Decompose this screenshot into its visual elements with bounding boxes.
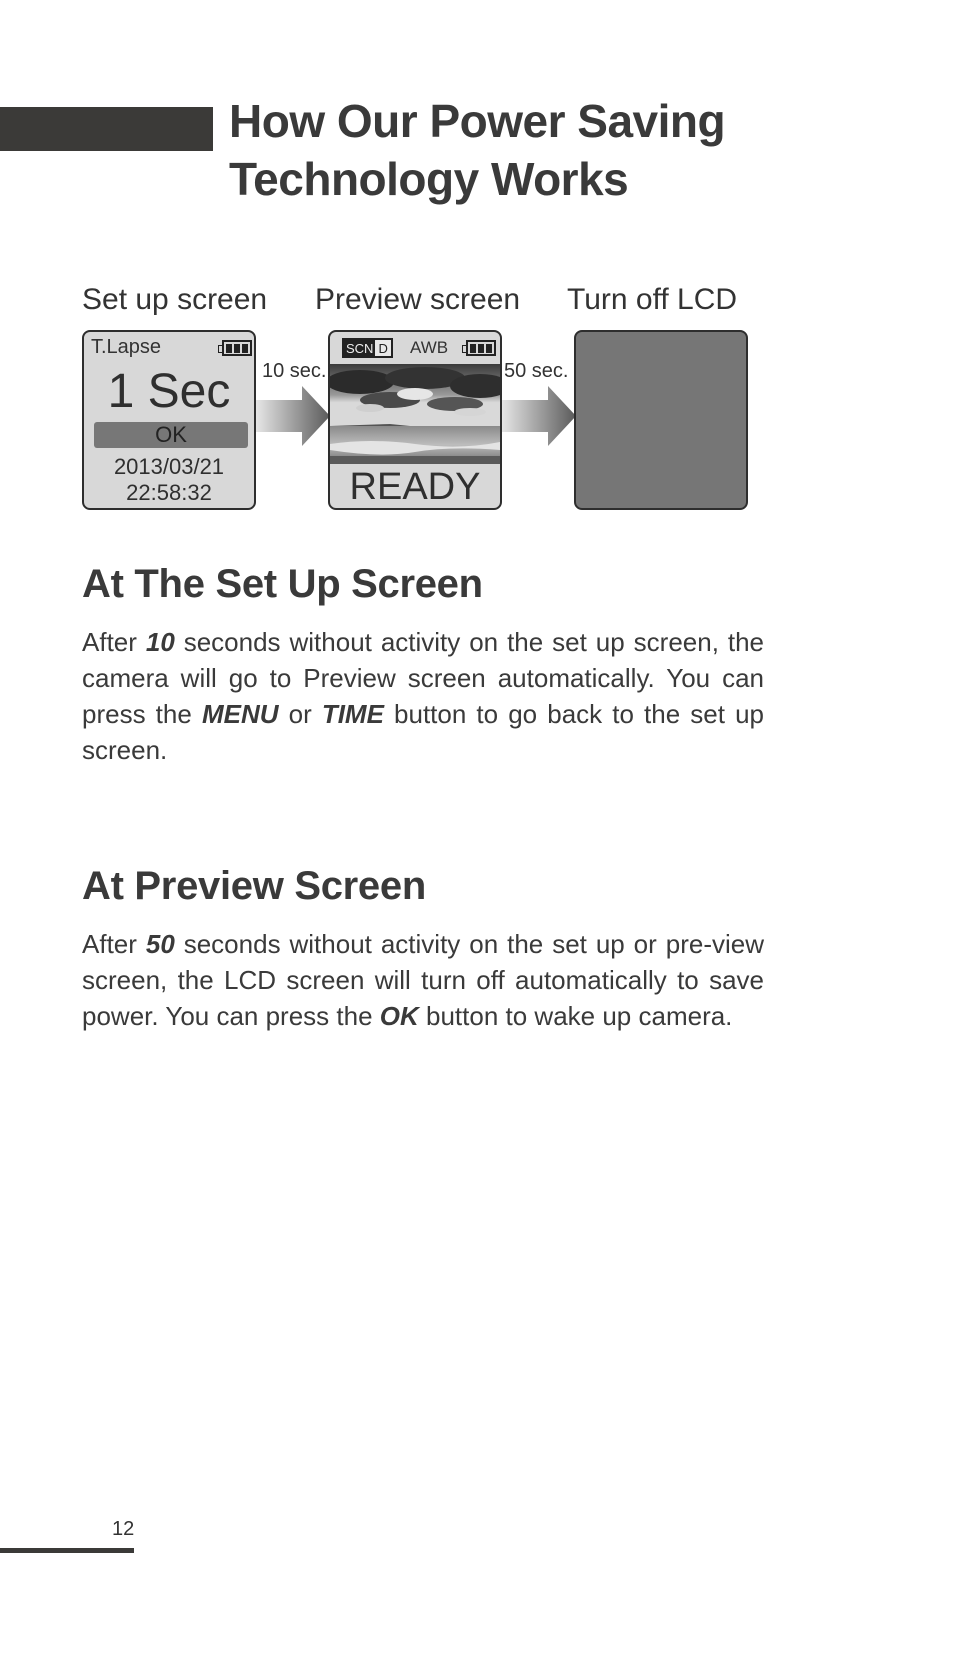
turn-off-lcd-label: Turn off LCD: [567, 283, 738, 316]
emphasis-time: TIME: [321, 699, 384, 729]
timelapse-mode-label: T.Lapse: [91, 336, 162, 358]
preview-seascape-image: [330, 364, 500, 464]
preview-section-body: After 50 seconds without activity on the set up or pre-view screen, the LCD screen will turn off automatically to save power. You can press the OK button to wake up camera.: [82, 929, 764, 1031]
scene-mode-indicator: [342, 338, 393, 358]
ready-status: READY: [349, 466, 481, 508]
preview-screen-label: Preview screen: [315, 283, 521, 316]
battery-icon: [466, 340, 496, 356]
lcd-off-screen: [574, 330, 748, 510]
fifty-seconds-label: 50 sec.: [504, 360, 569, 382]
time-value: 22:58:32: [126, 480, 212, 505]
ok-selection-bar: OK: [94, 422, 248, 448]
scn-mode-label: D: [378, 340, 388, 356]
emphasis-10: 10: [145, 627, 175, 657]
battery-icon: [222, 340, 252, 356]
setup-section-body: After 10 seconds without activity on the set up screen, the camera will go to Preview screen automatically. You can press the MENU or TIME button to go back to the set up screen.: [82, 627, 765, 765]
setup-screen-lcd: [82, 330, 256, 510]
setup-section-title: At The Set Up Screen: [82, 562, 483, 606]
setup-screen-label: Set up screen: [82, 283, 268, 316]
scn-label: SCN: [346, 340, 374, 356]
awb-label: AWB: [410, 338, 449, 357]
header-accent-bar: [0, 107, 213, 151]
emphasis-menu: MENU: [201, 699, 279, 729]
preview-screen-lcd: [328, 330, 502, 510]
preview-section-title: At Preview Screen: [82, 864, 426, 908]
ten-seconds-label: 10 sec.: [262, 360, 327, 382]
page-title: How Our Power Saving Technology Works: [229, 95, 726, 205]
emphasis-ok: OK: [379, 1001, 419, 1031]
emphasis-50: 50: [145, 929, 175, 959]
footer-accent-line: [0, 1548, 134, 1553]
right-arrow-icon: [502, 386, 576, 446]
date-value: 2013/03/21: [113, 454, 225, 479]
right-arrow-icon: [256, 386, 330, 446]
interval-value: 1 Sec: [107, 365, 231, 418]
page-number: 12: [112, 1518, 135, 1540]
